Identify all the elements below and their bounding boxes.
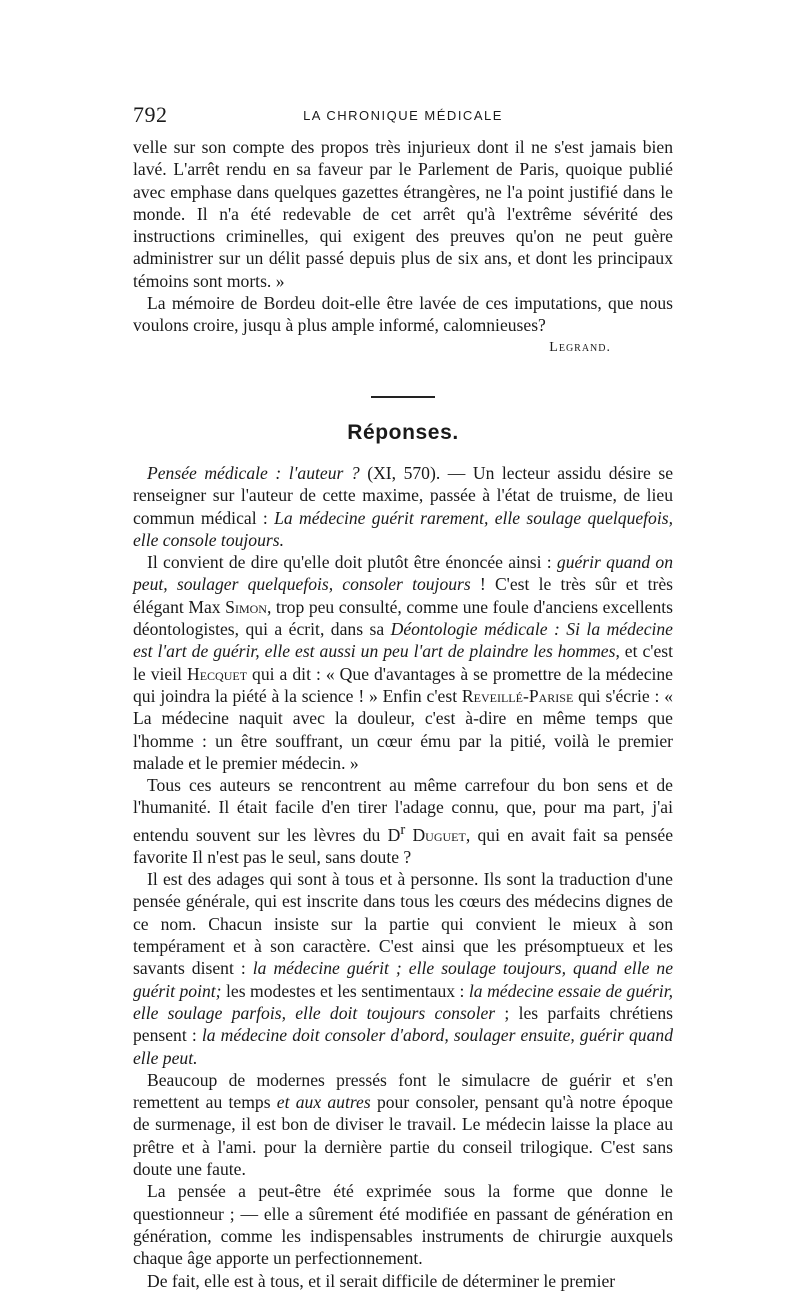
- section-divider: [371, 396, 435, 398]
- text-span: les modestes et les sentimentaux :: [221, 980, 469, 1001]
- paragraph-continuation: velle sur son compte des propos très injurieux dont il ne s'est jamais bien lavé. L'arrêt rendu en sa faveur par le Parlement de Paris, quoique publié avec emphase dans quelques gazettes étrangères, ne l'a point justifié dans le monde. Il n'a été redevable de cet arrêt qu'à l'extrême sévérité des instructions criminelles, qui exigent des preuves qu'on ne peut guère administrer sur un délit passé depuis plus de six ans, et dont les principaux témoins sont morts. »: [133, 137, 673, 291]
- author-name: Hecquet: [187, 663, 248, 684]
- text-span: qui s'écrie : « La médecine naquit avec la douleur, c'est à-dire en même temps que l'homme : un être souffrant, un cœur ému par la pitié, voilà le premier malade et le premier médecin. »: [133, 685, 673, 773]
- paragraph-answer-4: [133, 1069, 673, 1180]
- text-span: Beaucoup de modernes pressés font le simulacre de guérir et s'en remettent au temps: [133, 1069, 673, 1113]
- text-span: , et c'est le vieil: [133, 641, 673, 684]
- paragraph-answer-6: De fait, elle est à tous, et il serait difficile de déterminer le premier: [147, 1270, 616, 1291]
- paragraph-answer-1: [133, 551, 673, 774]
- page-number: 792: [133, 102, 168, 127]
- section-title: Réponses.: [347, 420, 459, 444]
- text-span: pour consoler, pensant qu'à notre époque de surmenage, il est bon de diviser le travail. Le médecin laisse la place au prêtre et à l'ami. pour la dernière partie du conseil trilogique. C'est sans doute une faute.: [133, 1092, 673, 1180]
- author-name: Duguet: [405, 824, 466, 845]
- italic-span: la médecine doit consoler d'abord, soulager ensuite, guérir quand elle peut.: [133, 1025, 673, 1068]
- text-span: ! C'est le très sûr et très élégant Max: [133, 574, 673, 617]
- text-span: Il est des adages qui sont à tous et à personne. Ils sont la traduction d'une pensée générale, qui est inscrite dans tous les cœurs des médecins dignes de ce nom. Chacun insiste sur la partie qui convient le mieux à son tempérament et à son caractère. C'est ainsi que les présomptueux et les savants disent :: [133, 869, 673, 979]
- italic-span: la médecine essaie de guérir, elle soulage parfois, elle doit toujours consoler: [133, 980, 673, 1023]
- text-span: ; les parfaits chrétiens pensent :: [133, 1002, 673, 1046]
- query-text: (XI, 570). — Un lecteur assidu désire se renseigner sur l'auteur de cette maxime, passée à l'état de truisme, de lieu commun médical :: [133, 462, 674, 528]
- superscript: r: [400, 821, 406, 838]
- text-span: Tous ces auteurs se rencontrent au même carrefour du bon sens et de l'humanité. Il était facile d'en tirer l'adage connu, que, pour ma part, j'ai entendu souvent sur les lèvres du D: [133, 775, 673, 845]
- author-signature: Legrand.: [549, 339, 611, 355]
- italic-span: et aux autres: [276, 1092, 371, 1113]
- italic-span: guérir quand on peut, soulager quelquefois, consoler toujours: [133, 552, 673, 595]
- query-title: Pensée médicale : l'auteur ?: [147, 462, 360, 483]
- author-name: Reveillé-Parise: [461, 685, 574, 706]
- running-head: LA CHRONIQUE MÉDICALE: [303, 108, 503, 123]
- text-span: qui a dit : « Que d'avantages à se promettre de la médecine qui joindra la piété à la science ! » Enfin c'est: [133, 663, 673, 706]
- text-span: , qui en avait fait sa pensée favorite Il n'est pas le seul, sans doute ?: [133, 824, 673, 867]
- paragraph-answer-2: [133, 774, 673, 868]
- paragraph-answer-3: [133, 868, 673, 1069]
- paragraph-question: La mémoire de Bordeu doit-elle être lavée de ces imputations, que nous voulons croire, jusqu à plus ample informé, calomnieuses?: [133, 293, 673, 336]
- text-span: , trop peu consulté, comme une foule d'anciens excellents déontologistes, qui a écrit, dans sa: [133, 596, 674, 640]
- page-body: [133, 136, 673, 1292]
- italic-span: la médecine guérit ; elle soulage toujours, quand elle ne guérit point;: [133, 958, 674, 1001]
- text-span: Il convient de dire qu'elle doit plutôt être énoncée ainsi :: [147, 552, 557, 573]
- quoted-maxim: La médecine guérit rarement, elle soulage quelquefois, elle console toujours.: [133, 507, 673, 550]
- paragraph-query: [133, 462, 673, 551]
- italic-span: Déontologie médicale : Si la médecine est l'art de guérir, elle est aussi un peu l'art de plaindre les hommes: [133, 619, 673, 662]
- author-name: Simon: [225, 596, 267, 617]
- paragraph-answer-5: La pensée a peut-être été exprimée sous la forme que donne le questionneur ; — elle a sûrement été modifiée en passant de génération en génération, comme les indispensables instruments de chirurgie auxquels chaque âge apporte un perfectionnement.: [133, 1181, 673, 1269]
- page-header: [133, 102, 673, 130]
